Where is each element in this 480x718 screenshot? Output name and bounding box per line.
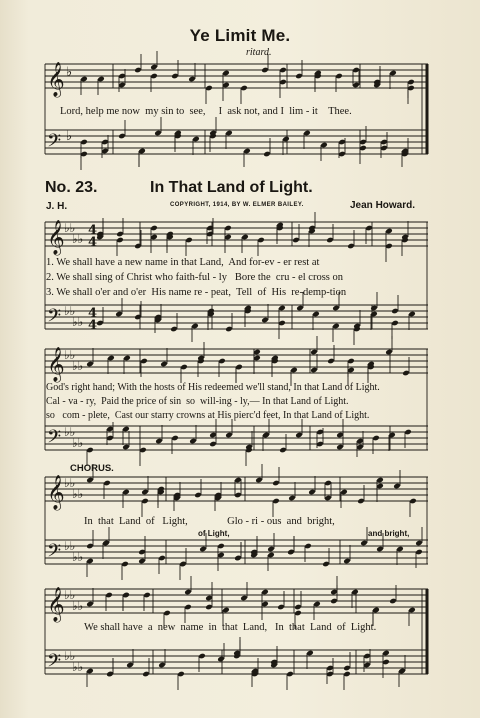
- verse-2-line-a: 2. We shall sing of Christ who faith-ful - ly Bore the cru - el cross on: [46, 272, 343, 283]
- svg-text:♭♭: ♭♭: [64, 348, 76, 362]
- svg-text:♭♭: ♭♭: [72, 359, 84, 373]
- svg-text:♭♭: ♭♭: [72, 436, 84, 450]
- verse-1-line-a: 1. We shall have a new name in that Land, And for-ev - er rest at: [46, 257, 320, 268]
- svg-text:♭♭: ♭♭: [72, 599, 84, 613]
- svg-text:♭♭: ♭♭: [72, 315, 84, 329]
- svg-text:♭: ♭: [66, 129, 73, 144]
- svg-text:4: 4: [88, 306, 98, 321]
- lyric-line: Lord, help me now my sin to see, I ask not, and I lim - it Thee.: [60, 106, 352, 117]
- echo-lyric-2: and bright,: [368, 529, 410, 538]
- chorus-lyric-line-2: We shall have a new name in that Land, In that Land of Light.: [84, 622, 377, 633]
- svg-text:4: 4: [88, 235, 98, 250]
- echo-lyric-1: of Light,: [198, 529, 230, 538]
- svg-text:𝄞: 𝄞: [47, 475, 65, 510]
- verse-2-line-b: Cal - va - ry, Paid the price of sin so will-ing - ly,— In that Land of Light.: [46, 396, 349, 407]
- svg-text:𝄢: 𝄢: [47, 427, 62, 452]
- svg-text:𝄞: 𝄞: [47, 220, 65, 255]
- svg-text:𝄞: 𝄞: [47, 62, 65, 97]
- svg-text:♭♭: ♭♭: [72, 660, 84, 674]
- svg-text:4: 4: [88, 318, 98, 333]
- chorus-label: CHORUS.: [70, 463, 114, 474]
- svg-text:♭♭: ♭♭: [64, 476, 76, 490]
- svg-text:𝄞: 𝄞: [47, 347, 65, 382]
- hymn-title-ye-limit-me: Ye Limit Me.: [189, 26, 291, 45]
- svg-text:♭♭: ♭♭: [72, 550, 84, 564]
- svg-text:♭♭: ♭♭: [64, 588, 76, 602]
- svg-text:𝄢: 𝄢: [47, 131, 62, 156]
- svg-text:♭: ♭: [66, 65, 73, 80]
- svg-text:♭♭: ♭♭: [72, 487, 84, 501]
- svg-text:𝄢: 𝄢: [47, 651, 62, 676]
- svg-text:♭♭: ♭♭: [64, 221, 76, 235]
- tempo-marking: ritard.: [246, 47, 272, 58]
- copyright-notice: COPYRIGHT, 1914, BY W. ELMER BAILEY.: [170, 202, 304, 208]
- svg-text:♭♭: ♭♭: [64, 539, 76, 553]
- verse-3-line-b: so com - plete, Cast our starry crowns at His pierc'd feet, In that Land of Light.: [46, 410, 370, 421]
- svg-text:𝄢: 𝄢: [47, 541, 62, 566]
- svg-text:𝄞: 𝄞: [47, 587, 65, 622]
- hymn-number: No. 23.: [45, 179, 98, 196]
- svg-text:♭♭: ♭♭: [64, 304, 76, 318]
- verse-1-line-b: God's right hand; With the hosts of His redeemed we'll stand, In that Land of Light.: [46, 382, 380, 393]
- hymn-title: In That Land of Light.: [150, 179, 313, 196]
- svg-text:♭♭: ♭♭: [72, 232, 84, 246]
- chorus-lyric-line-1: In that Land of Light, Glo - ri - ous and bright,: [84, 516, 335, 527]
- svg-text:𝄢: 𝄢: [47, 306, 62, 331]
- svg-text:♭♭: ♭♭: [64, 649, 76, 663]
- lyricist: Jean Howard.: [350, 200, 416, 211]
- svg-text:4: 4: [88, 223, 98, 238]
- composer-initials: J. H.: [46, 201, 68, 212]
- svg-text:♭♭: ♭♭: [64, 425, 76, 439]
- verse-3-line-a: 3. We shall o'er and o'er His name re - peat, Tell of His re-demp-tion: [46, 287, 347, 298]
